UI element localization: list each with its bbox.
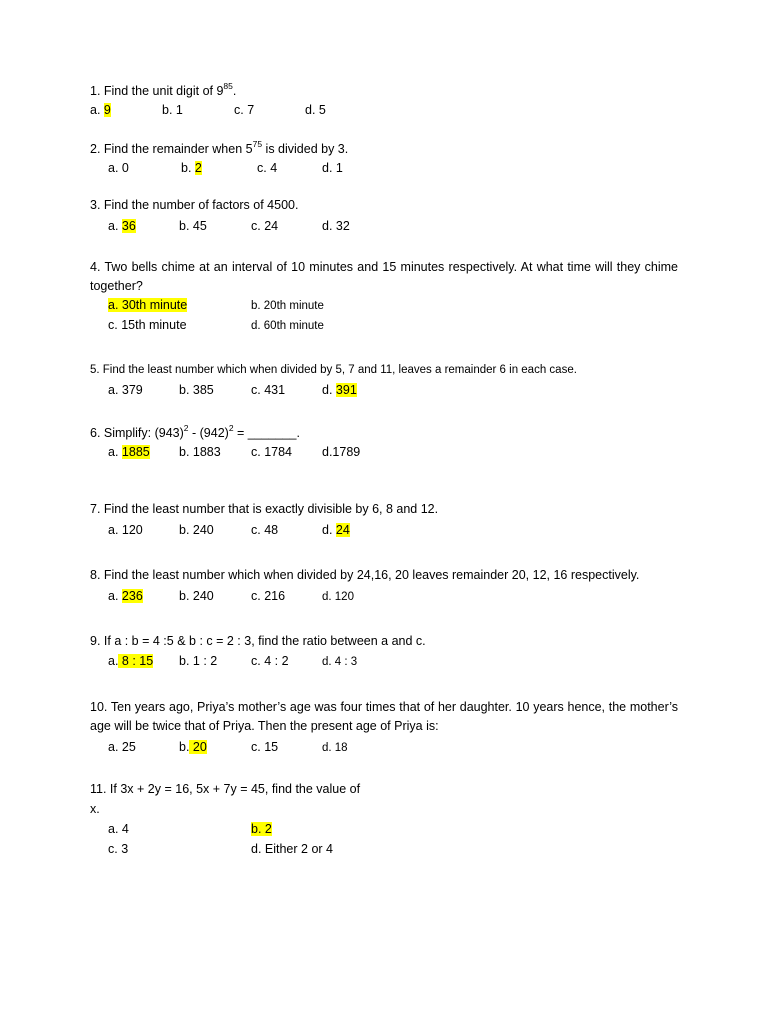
q11-option-c: c. 3 — [108, 842, 129, 856]
question-4: 4. Two bells chime at an interval of 10 minutes and 15 minutes respectively. At what time will they chime together? — [90, 260, 678, 293]
q7-option-b: b. 240 — [179, 523, 214, 537]
q9-option-d: d. 4 : 3 — [322, 656, 358, 668]
q2-option-a: a. 0 — [108, 161, 129, 175]
q6-option-c: c. 1784 — [251, 445, 293, 459]
q4-option-b: b. 20th minute — [251, 300, 324, 312]
q7-option-c: c. 48 — [251, 523, 279, 537]
q6-option-b: b. 1883 — [179, 445, 221, 459]
q4-option-c: c. 15th minute — [108, 318, 187, 332]
q2-option-b: b. 2 — [181, 161, 202, 175]
question-6: 6. Simplify: $(943)^2 - (942)^2$ = _______. — [90, 423, 300, 440]
q8-option-c: c. 216 — [251, 589, 286, 603]
question-10: 10. Ten years ago, Priya’s mother’s age was four times that of her daughter. 10 years hence, the mother’s age will be twice that of Priya. Then the present age of Priya is: — [90, 700, 678, 733]
q10-option-b: b. 20 — [179, 740, 207, 754]
question-3: 3. Find the number of factors of 4500. — [90, 198, 299, 212]
q3-option-b: b. 45 — [179, 219, 207, 233]
q8-option-a: a. 236 — [108, 589, 143, 603]
q1-option-d: d. 5 — [305, 103, 326, 117]
question-1: 1. Find the unit digit of $9^{85}$. — [90, 81, 237, 98]
q3-option-d: d. 32 — [322, 219, 350, 233]
q11-option-b: b. 2 — [251, 822, 272, 836]
question-9: 9. If a : b = 4 :5 & b : c = 2 : 3, find the ratio between a and c. — [90, 634, 426, 648]
q4-option-a: a. 30th minute — [108, 298, 188, 312]
q5-option-a: a. 379 — [108, 383, 143, 397]
q8-option-b: b. 240 — [179, 589, 214, 603]
q3-option-c: c. 24 — [251, 219, 279, 233]
q10-option-c: c. 15 — [251, 740, 279, 754]
question-11-continued: x. — [90, 802, 100, 816]
question-2: 2. Find the remainder when $5^{75}$ is divided by 3. — [90, 139, 349, 156]
q5-option-b: b. 385 — [179, 383, 214, 397]
q5-option-c: c. 431 — [251, 383, 286, 397]
q2-option-d: d. 1 — [322, 161, 343, 175]
question-11: 11. If 3x + 2y = 16, 5x + 7y = 45, find the value of — [90, 782, 361, 796]
q1-option-c: c. 7 — [234, 103, 255, 117]
q6-option-a: a. 1885 — [108, 445, 150, 459]
q9-option-c: c. 4 : 2 — [251, 654, 289, 668]
q7-option-d: d. 24 — [322, 523, 350, 537]
q9-option-a: a. 8 : 15 — [108, 654, 154, 668]
q9-option-b: b. 1 : 2 — [179, 654, 218, 668]
q11-option-d: d. Either 2 or 4 — [251, 842, 333, 856]
q1-option-b: b. 1 — [162, 103, 183, 117]
q11-option-a: a. 4 — [108, 822, 129, 836]
q4-option-d: d. 60th minute — [251, 320, 324, 332]
q3-option-a: a. 36 — [108, 219, 136, 233]
question-5: 5. Find the least number which when divided by 5, 7 and 11, leaves a remainder 6 in each case. — [90, 364, 577, 376]
q5-option-d: d. 391 — [322, 383, 357, 397]
q8-option-d: d. 120 — [322, 591, 354, 603]
q1-option-a: a. 9 — [90, 103, 111, 117]
q2-option-c: c. 4 — [257, 161, 278, 175]
q10-option-a: a. 25 — [108, 740, 136, 754]
question-7: 7. Find the least number that is exactly divisible by 6, 8 and 12. — [90, 502, 439, 516]
q7-option-a: a. 120 — [108, 523, 143, 537]
q10-option-d: d. 18 — [322, 742, 348, 754]
q6-option-d: d.1789 — [322, 445, 361, 459]
question-8: 8. Find the least number which when divided by 24,16, 20 leaves remainder 20, 12, 16 respectively. — [90, 568, 640, 582]
